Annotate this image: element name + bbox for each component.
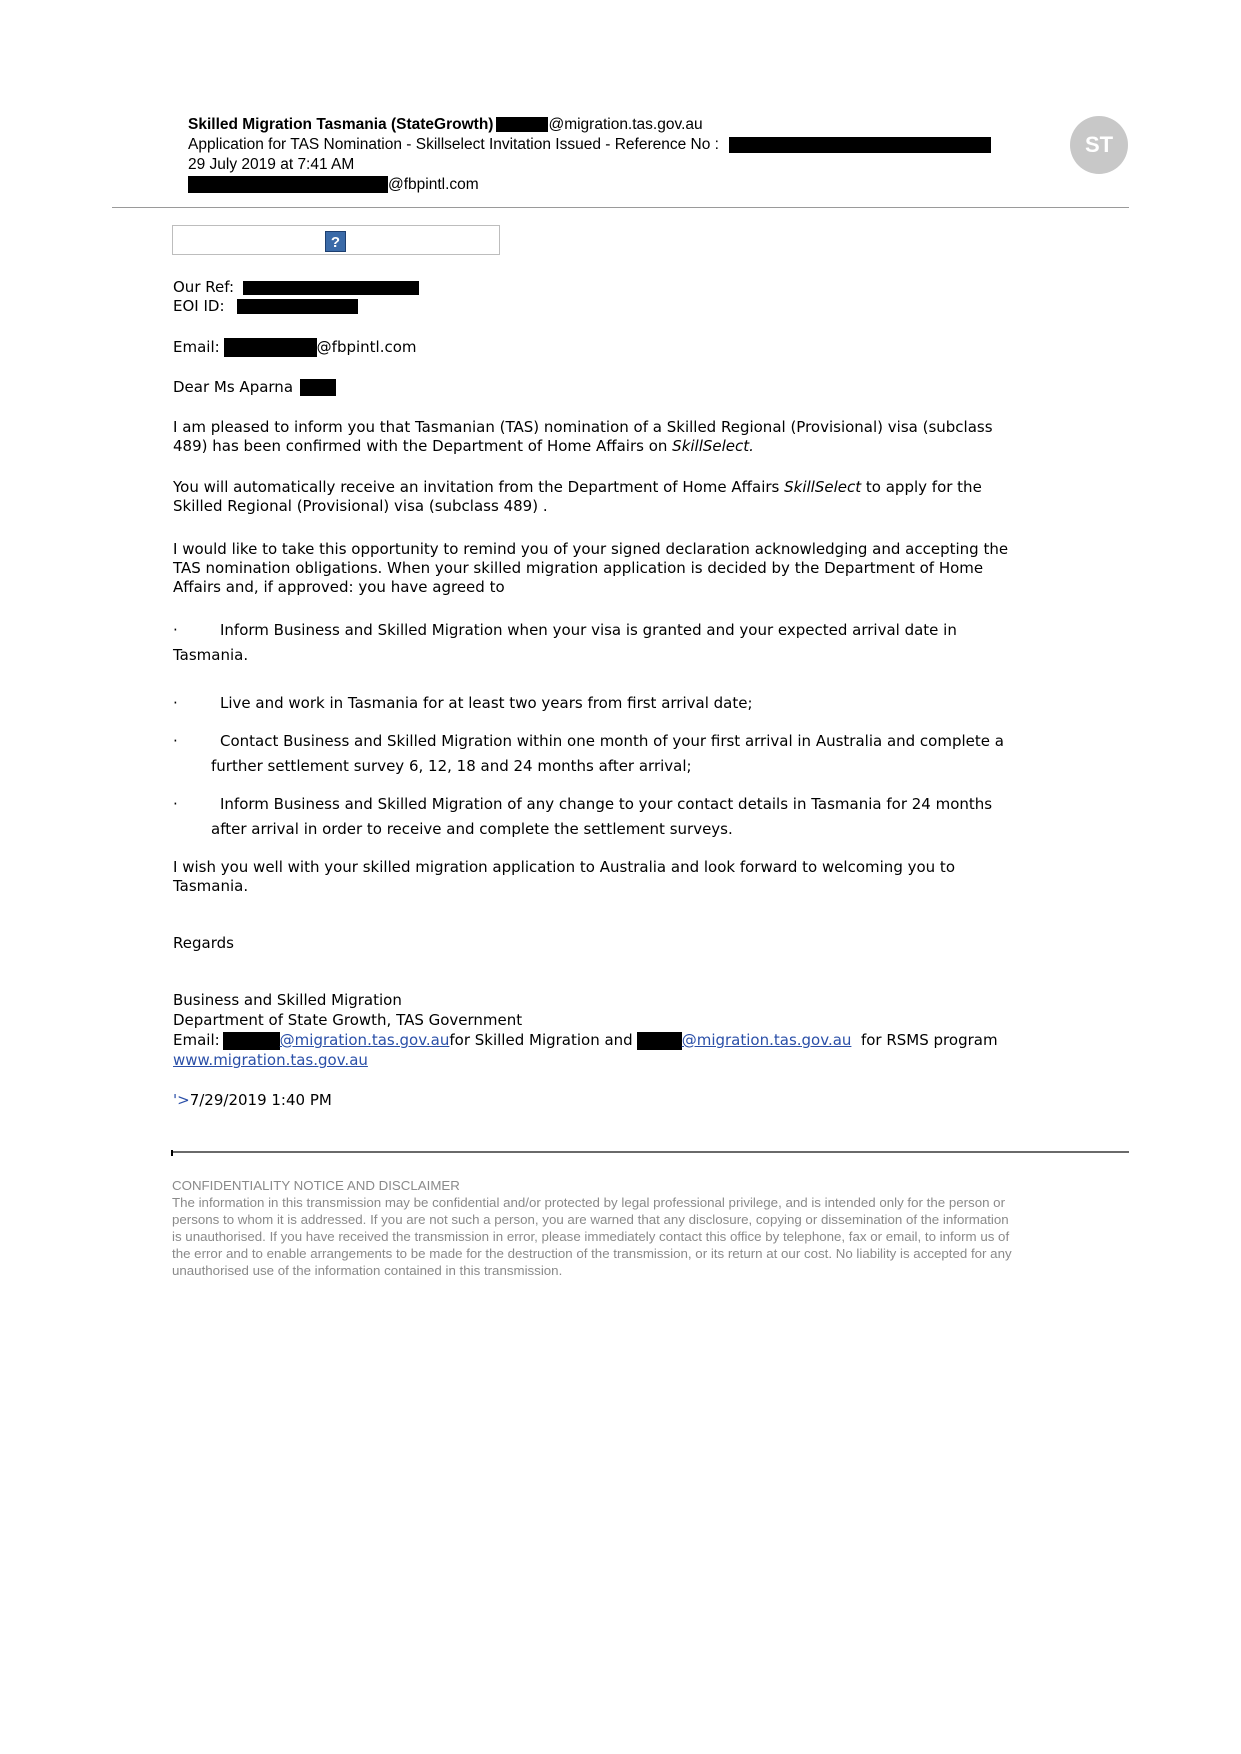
email-label: Email:: [173, 338, 220, 356]
redaction-block: [224, 338, 317, 357]
from-value[interactable]: [188, 116, 703, 134]
signature-line-2: Department of State Growth, TAS Government: [173, 1011, 523, 1029]
redaction-block: [729, 137, 991, 153]
disclaimer-line: The information in this transmission may be confidential and/or protected by legal professional privilege, and is intended only for the person or: [172, 1195, 1005, 1210]
paragraph-1-line-1: I am pleased to inform you that Tasmanian (TAS) nomination of a Skilled Regional (Provisional) visa (subclass: [173, 418, 993, 436]
email-line: [173, 338, 417, 358]
redaction-block: [237, 299, 358, 314]
redaction-block: [223, 1032, 280, 1050]
date-value: 29 July 2019 at 7:41 AM: [188, 156, 355, 173]
from-domain: @migration.tas.gov.au: [548, 116, 703, 133]
to-value[interactable]: [188, 176, 479, 194]
disclaimer-line: persons to whom it is addressed. If you are not such a person, you are warned that any disclosure, copying or dissemination of the information: [172, 1212, 1009, 1227]
signature-email-label: Email:: [173, 1031, 220, 1049]
closing-line-1: I wish you well with your skilled migration application to Australia and look forward to welcoming you to: [173, 858, 955, 876]
our-ref-line: [173, 278, 419, 298]
sender-avatar: ST: [1070, 116, 1128, 174]
skilled-migration-email-link[interactable]: @migration.tas.gov.au: [279, 1031, 450, 1049]
bullet-marker: ·: [173, 621, 178, 639]
greeting-text: Dear Ms Aparna: [173, 378, 294, 396]
website-line: [173, 1051, 368, 1071]
eoi-label: EOI ID:: [173, 297, 225, 315]
p1-text: 489) has been confirmed with the Department of Home Affairs on: [173, 437, 673, 455]
bullet-continuation: further settlement survey 6, 12, 18 and 24 months after arrival;: [211, 757, 692, 775]
broken-image-icon: ?: [325, 231, 346, 252]
signature-email-suffix-1: for Skilled Migration and: [449, 1031, 633, 1049]
footer-divider: [172, 1151, 1129, 1153]
p2-text-c: to apply for the: [861, 478, 982, 496]
redaction-block: [188, 176, 388, 193]
paragraph-2-line-1: [173, 478, 982, 498]
timestamp-prefix: '>: [173, 1091, 190, 1109]
skillselect-italic: SkillSelect: [784, 478, 862, 496]
regards: Regards: [173, 934, 234, 952]
paragraph-3-line-2: TAS nomination obligations. When your skilled migration application is decided by the Department of Home: [173, 559, 984, 577]
disclaimer-line: is unauthorised. If you have received the transmission in error, please immediately contact this office by telephone, fax or email, to inform us of: [172, 1229, 1010, 1244]
footer-divider-tick: [171, 1150, 173, 1156]
bullet-marker: ·: [173, 732, 178, 750]
website-link[interactable]: www.migration.tas.gov.au: [173, 1051, 368, 1069]
subject-value: [188, 136, 991, 154]
p2-text-a: You will automatically receive an invitation from the Department of Home Affairs: [173, 478, 785, 496]
bullet-continuation: after arrival in order to receive and complete the settlement surveys.: [211, 820, 733, 838]
subject-text: Application for TAS Nomination - Skillselect Invitation Issued - Reference No :: [188, 136, 719, 153]
bullet-text: Inform Business and Skilled Migration of any change to your contact details in Tasmania for 24 months: [220, 795, 993, 813]
email-domain: @fbpintl.com: [316, 338, 417, 356]
signature-email-suffix-2: for RSMS program: [851, 1031, 998, 1049]
greeting-line: [173, 378, 336, 398]
paragraph-3-line-3: Affairs and, if approved: you have agreed to: [173, 578, 505, 596]
redaction-block: [243, 281, 419, 295]
bullet-text: Inform Business and Skilled Migration when your visa is granted and your expected arrival date in: [220, 621, 957, 639]
disclaimer-line: the error and to enable arrangements to be made for the destruction of the transmission, or its return at our cost. No liability is accepted for any: [172, 1246, 1012, 1261]
paragraph-3-line-1: I would like to take this opportunity to remind you of your signed declaration acknowledging and accepting the: [173, 540, 1009, 558]
paragraph-1-line-2: [173, 437, 754, 457]
eoi-line: [173, 297, 358, 317]
closing-line-2: Tasmania.: [173, 877, 249, 895]
bullet-text: Live and work in Tasmania for at least two years from first arrival date;: [220, 694, 753, 712]
image-placeholder-frame: [172, 225, 500, 255]
bullet-continuation: Tasmania.: [173, 646, 249, 664]
redaction-block: [637, 1032, 682, 1050]
paragraph-2-line-2: Skilled Regional (Provisional) visa (subclass 489) .: [173, 497, 548, 515]
timestamp: 7/29/2019 1:40 PM: [189, 1091, 332, 1109]
signature-line-1: Business and Skilled Migration: [173, 991, 402, 1009]
signature-email-line: [173, 1031, 998, 1051]
skillselect-italic: SkillSelect.: [672, 437, 754, 455]
bullet-marker: ·: [173, 694, 178, 712]
bullet-marker: ·: [173, 795, 178, 813]
redaction-block: [300, 379, 336, 396]
rsms-email-link[interactable]: @migration.tas.gov.au: [681, 1031, 852, 1049]
our-ref-label: Our Ref:: [173, 278, 235, 296]
redaction-block: [496, 117, 548, 132]
to-domain: @fbpintl.com: [388, 176, 479, 193]
disclaimer-line: unauthorised use of the information contained in this transmission.: [172, 1263, 563, 1278]
timestamp-line: [173, 1091, 332, 1111]
from-name: Skilled Migration Tasmania (StateGrowth): [188, 116, 494, 133]
header-divider: [112, 207, 1129, 208]
bullet-text: Contact Business and Skilled Migration within one month of your first arrival in Australia and complete a: [220, 732, 1004, 750]
disclaimer-title: CONFIDENTIALITY NOTICE AND DISCLAIMER: [172, 1178, 460, 1193]
